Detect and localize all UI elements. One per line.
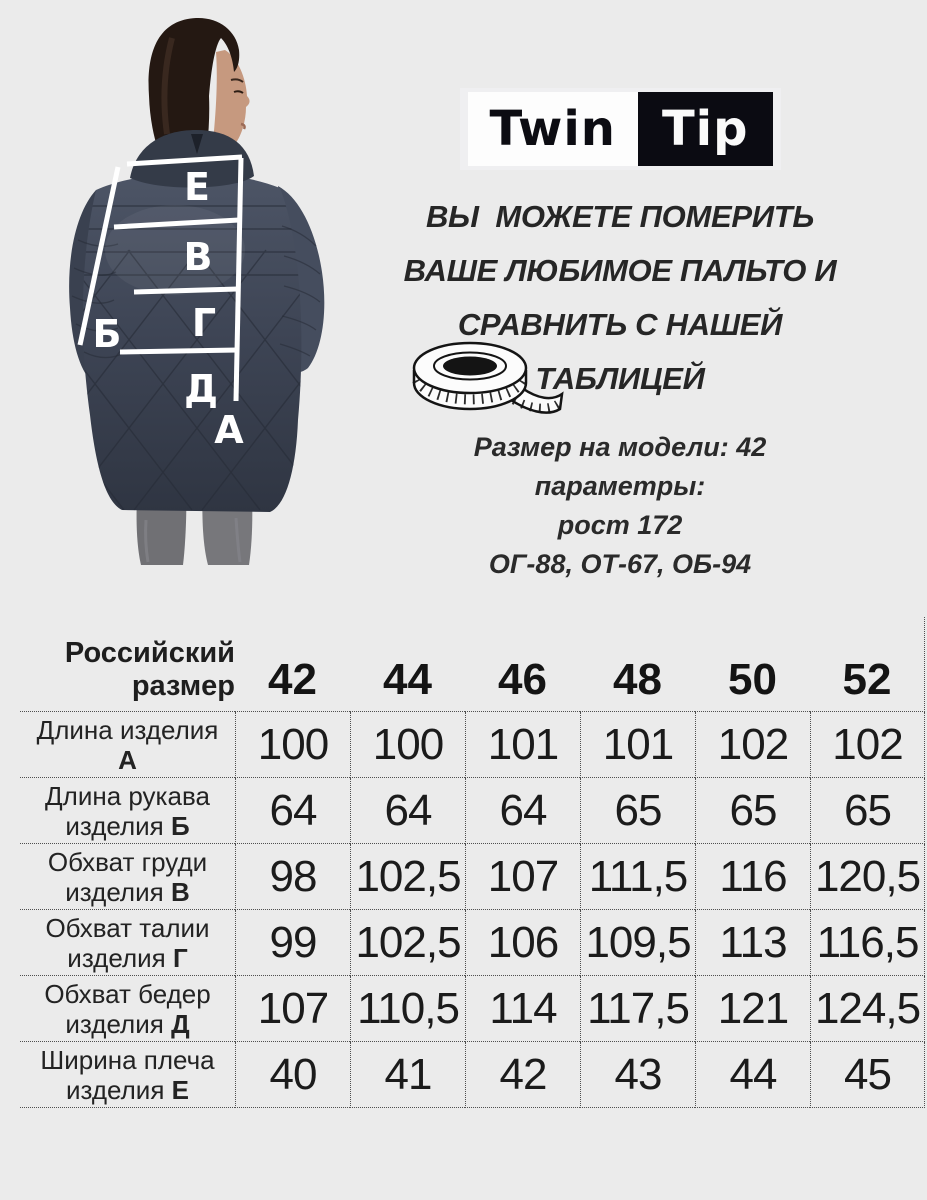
row-label: Длина рукава изделия Б [20,778,235,844]
table-value: 114 [465,976,580,1042]
model-height-line: рост 172 [557,510,683,540]
table-value: 64 [235,778,350,844]
measurement-letter-b: Б [92,312,122,356]
table-value: 43 [580,1042,695,1108]
measuring-tape-icon [404,336,572,428]
table-value: 116 [695,844,810,910]
table-value: 64 [465,778,580,844]
table-value: 44 [695,1042,810,1108]
measurement-letter-d: Д [184,367,218,411]
headline-line: ТАБЛИЦЕЙ [535,361,705,396]
table-value: 41 [350,1042,465,1108]
table-value: 106 [465,910,580,976]
table-header-size: 50 [695,617,810,712]
table-value: 45 [810,1042,925,1108]
table-value: 117,5 [580,976,695,1042]
table-value: 116,5 [810,910,925,976]
table-value: 107 [465,844,580,910]
model-measures-line: ОГ-88, ОТ-67, ОБ-94 [488,549,752,579]
model-size-line: Размер на модели: 42 [473,432,767,462]
table-value: 65 [810,778,925,844]
brand-logo [460,88,781,170]
measurement-letter-v: В [183,235,213,279]
row-label: Обхват талии изделия Г [20,910,235,976]
table-value: 121 [695,976,810,1042]
row-label: Обхват груди изделия В [20,844,235,910]
row-label: Ширина плеча изделия Е [20,1042,235,1108]
table-value: 101 [580,712,695,778]
brand-logo-tip: Tip [638,92,773,166]
table-header-size: 42 [235,617,350,712]
row-label: Обхват бедер изделия Д [20,976,235,1042]
measurement-letter-g: Г [191,301,217,345]
table-value: 102 [810,712,925,778]
headline-line: ВАШЕ ЛЮБИМОЕ ПАЛЬТО И [403,253,837,288]
table-value: 102 [695,712,810,778]
table-value: 109,5 [580,910,695,976]
table-value: 100 [350,712,465,778]
table-header-size: 46 [465,617,580,712]
table-value: 65 [695,778,810,844]
model-photo [0,0,400,575]
table-header-size: 44 [350,617,465,712]
table-header-size: 48 [580,617,695,712]
measurement-letter-a: А [214,408,244,452]
table-value: 64 [350,778,465,844]
table-value: 65 [580,778,695,844]
table-value: 102,5 [350,844,465,910]
headline-line: ВЫ МОЖЕТЕ ПОМЕРИТЬ [425,199,815,234]
row-label: Длина изделия А [20,712,235,778]
table-value: 110,5 [350,976,465,1042]
table-value: 113 [695,910,810,976]
table-value: 40 [235,1042,350,1108]
info-column [390,88,850,579]
table-value: 124,5 [810,976,925,1042]
model-params-label: параметры: [534,471,706,501]
table-value: 111,5 [580,844,695,910]
table-value: 101 [465,712,580,778]
table-value: 102,5 [350,910,465,976]
table-value: 99 [235,910,350,976]
size-table [20,617,925,1108]
measurement-letter-e: Е [184,165,210,209]
table-value: 98 [235,844,350,910]
model-parameters [390,428,850,584]
headline-line: СРАВНИТЬ С НАШЕЙ [457,307,783,342]
table-value: 100 [235,712,350,778]
table-header-size: 52 [810,617,925,712]
table-header-title: Российский размер [20,617,235,712]
brand-logo-twin: Twin [468,92,638,166]
table-value: 42 [465,1042,580,1108]
table-value: 120,5 [810,844,925,910]
table-value: 107 [235,976,350,1042]
